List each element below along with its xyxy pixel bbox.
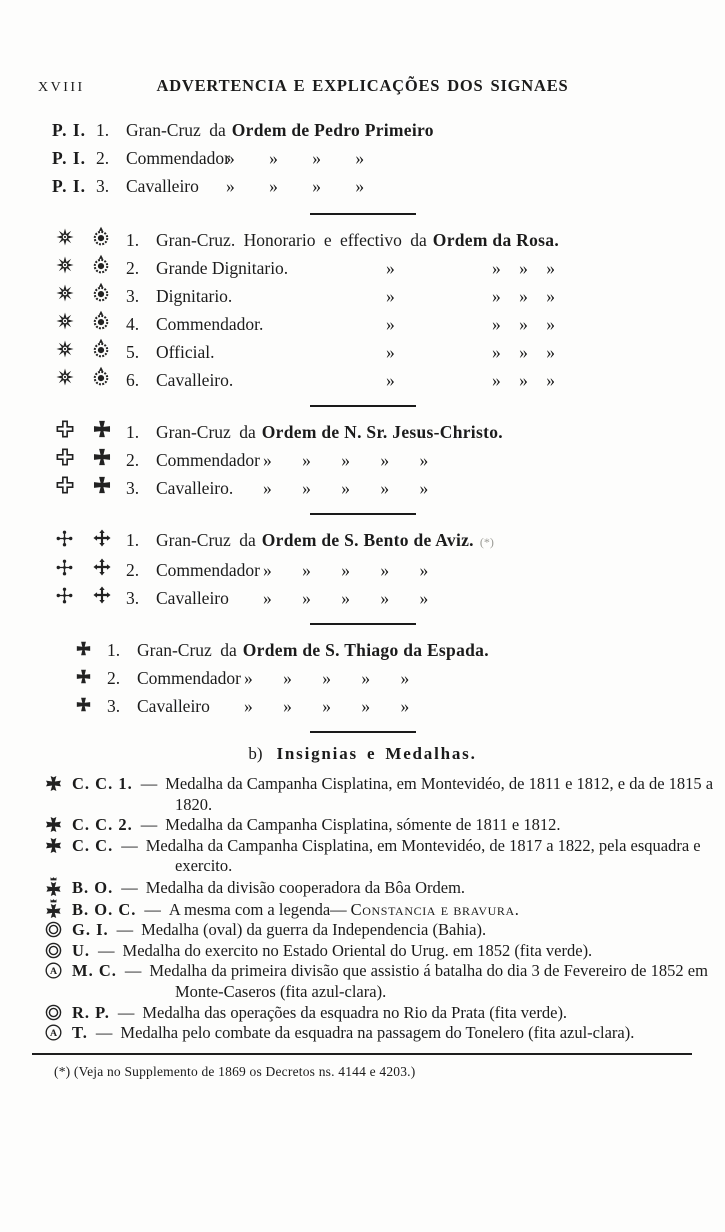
christo-cross-icon <box>93 476 111 494</box>
section-divider <box>310 213 416 215</box>
aviz-cross-buds-icon <box>56 530 73 547</box>
order-label: Grande Dignitario. <box>156 258 289 278</box>
order-row <box>56 584 725 612</box>
book-page <box>0 76 725 1232</box>
circled-a-icon <box>45 1024 62 1041</box>
espada-cross-icon <box>76 669 91 684</box>
ditto-mark: » <box>386 258 395 278</box>
order-number: 1. <box>96 120 110 140</box>
order-label: Cavalleiro. <box>156 370 234 390</box>
medal-row <box>0 1023 725 1044</box>
order-label: Gran-Cruz da <box>156 530 256 550</box>
order-label: Cavalleiro. <box>156 478 234 498</box>
crowned-cross-icon <box>45 899 62 919</box>
medal-row <box>0 1003 725 1024</box>
order-row <box>56 366 725 394</box>
section-ordem-s-bento-de-aviz <box>0 526 725 612</box>
medal-row <box>0 920 725 941</box>
order-label: Cavalleiro <box>156 588 229 608</box>
medal-row <box>0 774 725 815</box>
em-dash: — <box>116 920 134 940</box>
rosa-badge-icon <box>93 282 109 302</box>
ditto-marks: » » » » » <box>263 588 429 608</box>
order-code: P. I. <box>52 176 87 196</box>
double-circle-icon <box>45 1004 62 1021</box>
rosa-star-medal-icon <box>56 228 74 246</box>
ditto-mark: » <box>386 342 395 362</box>
medal-code: C. C. <box>72 835 114 855</box>
rosa-star-medal-icon <box>56 312 74 330</box>
double-circle-icon <box>45 942 62 959</box>
order-row <box>56 556 725 584</box>
order-row <box>52 144 725 172</box>
order-row <box>56 474 725 502</box>
christo-cross-icon <box>93 448 111 466</box>
order-number: 3. <box>107 696 121 716</box>
footnote: (*) (Veja no Supplemento de 1869 os Decretos ns. 4144 e 4203.) <box>54 1063 416 1079</box>
medal-description: Medalha da primeira divisão que assistio á batalha do dia 3 de Fevereiro de 1852 em Monte-Caseros (fita azul-clara). <box>149 961 708 1001</box>
order-code: P. I. <box>52 120 87 140</box>
christo-cross-icon <box>93 420 111 438</box>
medal-code: M. C. <box>72 961 117 981</box>
circled-a-icon <box>45 962 62 979</box>
em-dash: — <box>144 899 161 919</box>
order-row <box>52 116 725 144</box>
order-row <box>56 338 725 366</box>
em-dash: — <box>140 774 158 793</box>
ditto-marks: » » » » <box>226 148 365 168</box>
medal-row <box>0 899 725 921</box>
medal-description: A mesma com a legenda— <box>168 899 347 919</box>
ditto-marks: » » » » » <box>263 560 429 580</box>
aviz-cross-buds-icon <box>56 559 73 576</box>
order-row <box>76 664 725 692</box>
aviz-cross-fleury-icon <box>93 558 111 576</box>
ditto-marks: » » » » » <box>244 668 410 688</box>
order-label: Official. <box>156 342 215 362</box>
crowned-cross-icon <box>45 877 62 897</box>
order-number: 2. <box>126 258 140 278</box>
order-row <box>76 692 725 720</box>
order-number: 1. <box>126 230 140 250</box>
order-row <box>56 418 725 446</box>
em-dash: — <box>140 815 158 835</box>
page-title: ADVERTENCIA E EXPLICAÇÕES DOS SIGNAES <box>156 76 569 95</box>
order-label: Commendador <box>156 450 261 470</box>
order-number: 6. <box>126 370 140 390</box>
rosa-badge-icon <box>93 226 109 246</box>
ditto-marks: » » » <box>492 314 555 334</box>
order-name: Ordem de N. Sr. Jesus-Christo. <box>261 422 503 442</box>
medal-code: B. O. <box>72 877 114 897</box>
ditto-marks: » » » <box>492 342 555 362</box>
page-number: XVIII <box>38 80 85 95</box>
rosa-star-medal-icon <box>56 340 74 358</box>
medal-code: C. C. 1. <box>72 774 133 793</box>
medal-list <box>0 774 725 1044</box>
em-dash: — <box>95 1023 113 1043</box>
insignias-heading-text: Insignias e Medalhas. <box>276 744 477 763</box>
espada-cross-icon <box>76 697 91 712</box>
rosa-badge-icon <box>93 310 109 330</box>
order-label: Dignitario. <box>156 286 233 306</box>
order-label: Cavalleiro <box>137 696 210 716</box>
medal-code: U. <box>72 940 91 960</box>
medal-description: Medalha do exercito no Estado Oriental do Urug. em 1852 (fita verde). <box>122 940 593 960</box>
order-number: 2. <box>107 668 121 688</box>
christo-cross-outline-icon <box>56 476 74 494</box>
em-dash: — <box>117 1002 135 1022</box>
order-number: 2. <box>96 148 110 168</box>
order-number: 1. <box>126 422 140 442</box>
christo-cross-outline-icon <box>56 420 74 438</box>
section-ordem-s-thiago-da-espada <box>0 636 725 720</box>
order-name: Ordem de Pedro Primeiro <box>231 120 434 140</box>
ditto-marks: » » » » <box>226 176 365 196</box>
medal-legend: Constancia e bravura. <box>350 899 520 919</box>
section-divider <box>310 405 416 407</box>
insignias-heading <box>0 744 725 764</box>
rosa-star-medal-icon <box>56 284 74 302</box>
order-number: 2. <box>126 560 140 580</box>
medal-description: Medalha da Campanha Cisplatina, sómente de 1811 e 1812. <box>165 815 561 835</box>
order-row <box>56 254 725 282</box>
section-divider <box>310 731 416 733</box>
section-ordem-jesus-christo <box>0 418 725 502</box>
medal-description: Medalha da Campanha Cisplatina, em Montevidéo, de 1817 a 1822, pela esquadra e exercito. <box>145 835 701 876</box>
order-number: 5. <box>126 342 140 362</box>
ditto-marks: » » » <box>492 286 555 306</box>
order-number: 3. <box>126 478 140 498</box>
rosa-star-medal-icon <box>56 256 74 274</box>
medal-description: Medalha das operações da esquadra no Rio da Prata (fita verde). <box>142 1002 568 1022</box>
em-dash: — <box>121 877 138 897</box>
ditto-marks: » » » » » <box>263 478 429 498</box>
order-label: Gran-Cruz da <box>126 120 226 140</box>
medal-code: C. C. 2. <box>72 815 133 835</box>
order-number: 2. <box>126 450 140 470</box>
order-label: Gran-Cruz. Honorario e effectivo da <box>156 230 427 250</box>
rosa-star-medal-icon <box>56 368 74 386</box>
order-name: Ordem da Rosa. <box>432 230 559 250</box>
aviz-cross-buds-icon <box>56 587 73 604</box>
section-ordem-pedro-primeiro <box>0 116 725 200</box>
rosa-badge-icon <box>93 338 109 358</box>
rosa-badge-icon <box>93 254 109 274</box>
maltese-cross-icon <box>45 837 62 854</box>
medal-row <box>0 836 725 877</box>
em-dash: — <box>98 940 115 960</box>
double-circle-icon <box>45 921 62 938</box>
section-divider <box>310 513 416 515</box>
order-row <box>56 310 725 338</box>
medal-row <box>0 941 725 962</box>
order-code: P. I. <box>52 148 87 168</box>
christo-cross-outline-icon <box>56 448 74 466</box>
medal-description: Medalha (oval) da guerra da Independencia (Bahia). <box>141 920 487 940</box>
ditto-mark: » <box>386 370 395 390</box>
order-row <box>76 636 725 664</box>
order-label: Commendador. <box>156 314 264 334</box>
medal-description: Medalha da Campanha Cisplatina, em Montevidéo, de 1811 e 1812, e da de 1815 a 1820. <box>165 774 714 814</box>
espada-cross-icon <box>76 641 91 656</box>
order-number: 3. <box>96 176 110 196</box>
order-label: Gran-Cruz da <box>137 640 237 660</box>
order-number: 1. <box>126 530 140 550</box>
order-label: Commendador <box>156 560 261 580</box>
medal-description: Medalha pelo combate da esquadra na passagem do Tonelero (fita azul-clara). <box>120 1023 635 1043</box>
order-label: Commendador <box>137 668 242 688</box>
section-divider <box>310 623 416 625</box>
medal-description: Medalha da divisão cooperadora da Bôa Ordem. <box>145 877 466 897</box>
footnote-divider <box>32 1053 692 1055</box>
order-number: 4. <box>126 314 140 334</box>
maltese-cross-icon <box>45 775 62 792</box>
ditto-marks: » » » » » <box>263 450 429 470</box>
em-dash: — <box>124 961 142 981</box>
order-label: Commendador <box>126 148 231 168</box>
aviz-cross-fleury-icon <box>93 586 111 604</box>
order-label: Cavalleiro <box>126 176 199 196</box>
page-header <box>0 76 725 100</box>
ditto-mark: » <box>386 314 395 334</box>
order-row <box>52 172 725 200</box>
medal-code: T. <box>72 1023 88 1043</box>
medal-code: G. I. <box>72 920 109 940</box>
medal-code: R. P. <box>72 1002 110 1022</box>
ditto-marks: » » » <box>492 258 555 278</box>
section-ordem-da-rosa <box>0 226 725 394</box>
ditto-mark: » <box>386 286 395 306</box>
order-row <box>56 446 725 474</box>
order-number: 3. <box>126 588 140 608</box>
footnote-reference-mark: (*) <box>479 535 494 549</box>
medal-row <box>0 961 725 1002</box>
insignias-heading-prefix: b) <box>248 744 263 763</box>
ditto-marks: » » » <box>492 370 555 390</box>
medal-code: B. O. C. <box>72 899 137 919</box>
ditto-marks: » » » » » <box>244 696 410 716</box>
medal-row <box>0 815 725 836</box>
order-number: 3. <box>126 286 140 306</box>
order-row <box>56 226 725 254</box>
order-label: Gran-Cruz da <box>156 422 256 442</box>
em-dash: — <box>121 835 138 855</box>
order-row <box>56 282 725 310</box>
order-number: 1. <box>107 640 121 660</box>
order-name: Ordem de S. Thiago da Espada. <box>242 640 489 660</box>
order-name: Ordem de S. Bento de Aviz. <box>261 530 474 550</box>
rosa-badge-icon <box>93 366 109 386</box>
medal-row <box>0 877 725 899</box>
order-row <box>56 526 725 556</box>
aviz-cross-fleury-icon <box>93 529 111 547</box>
maltese-cross-icon <box>45 816 62 833</box>
